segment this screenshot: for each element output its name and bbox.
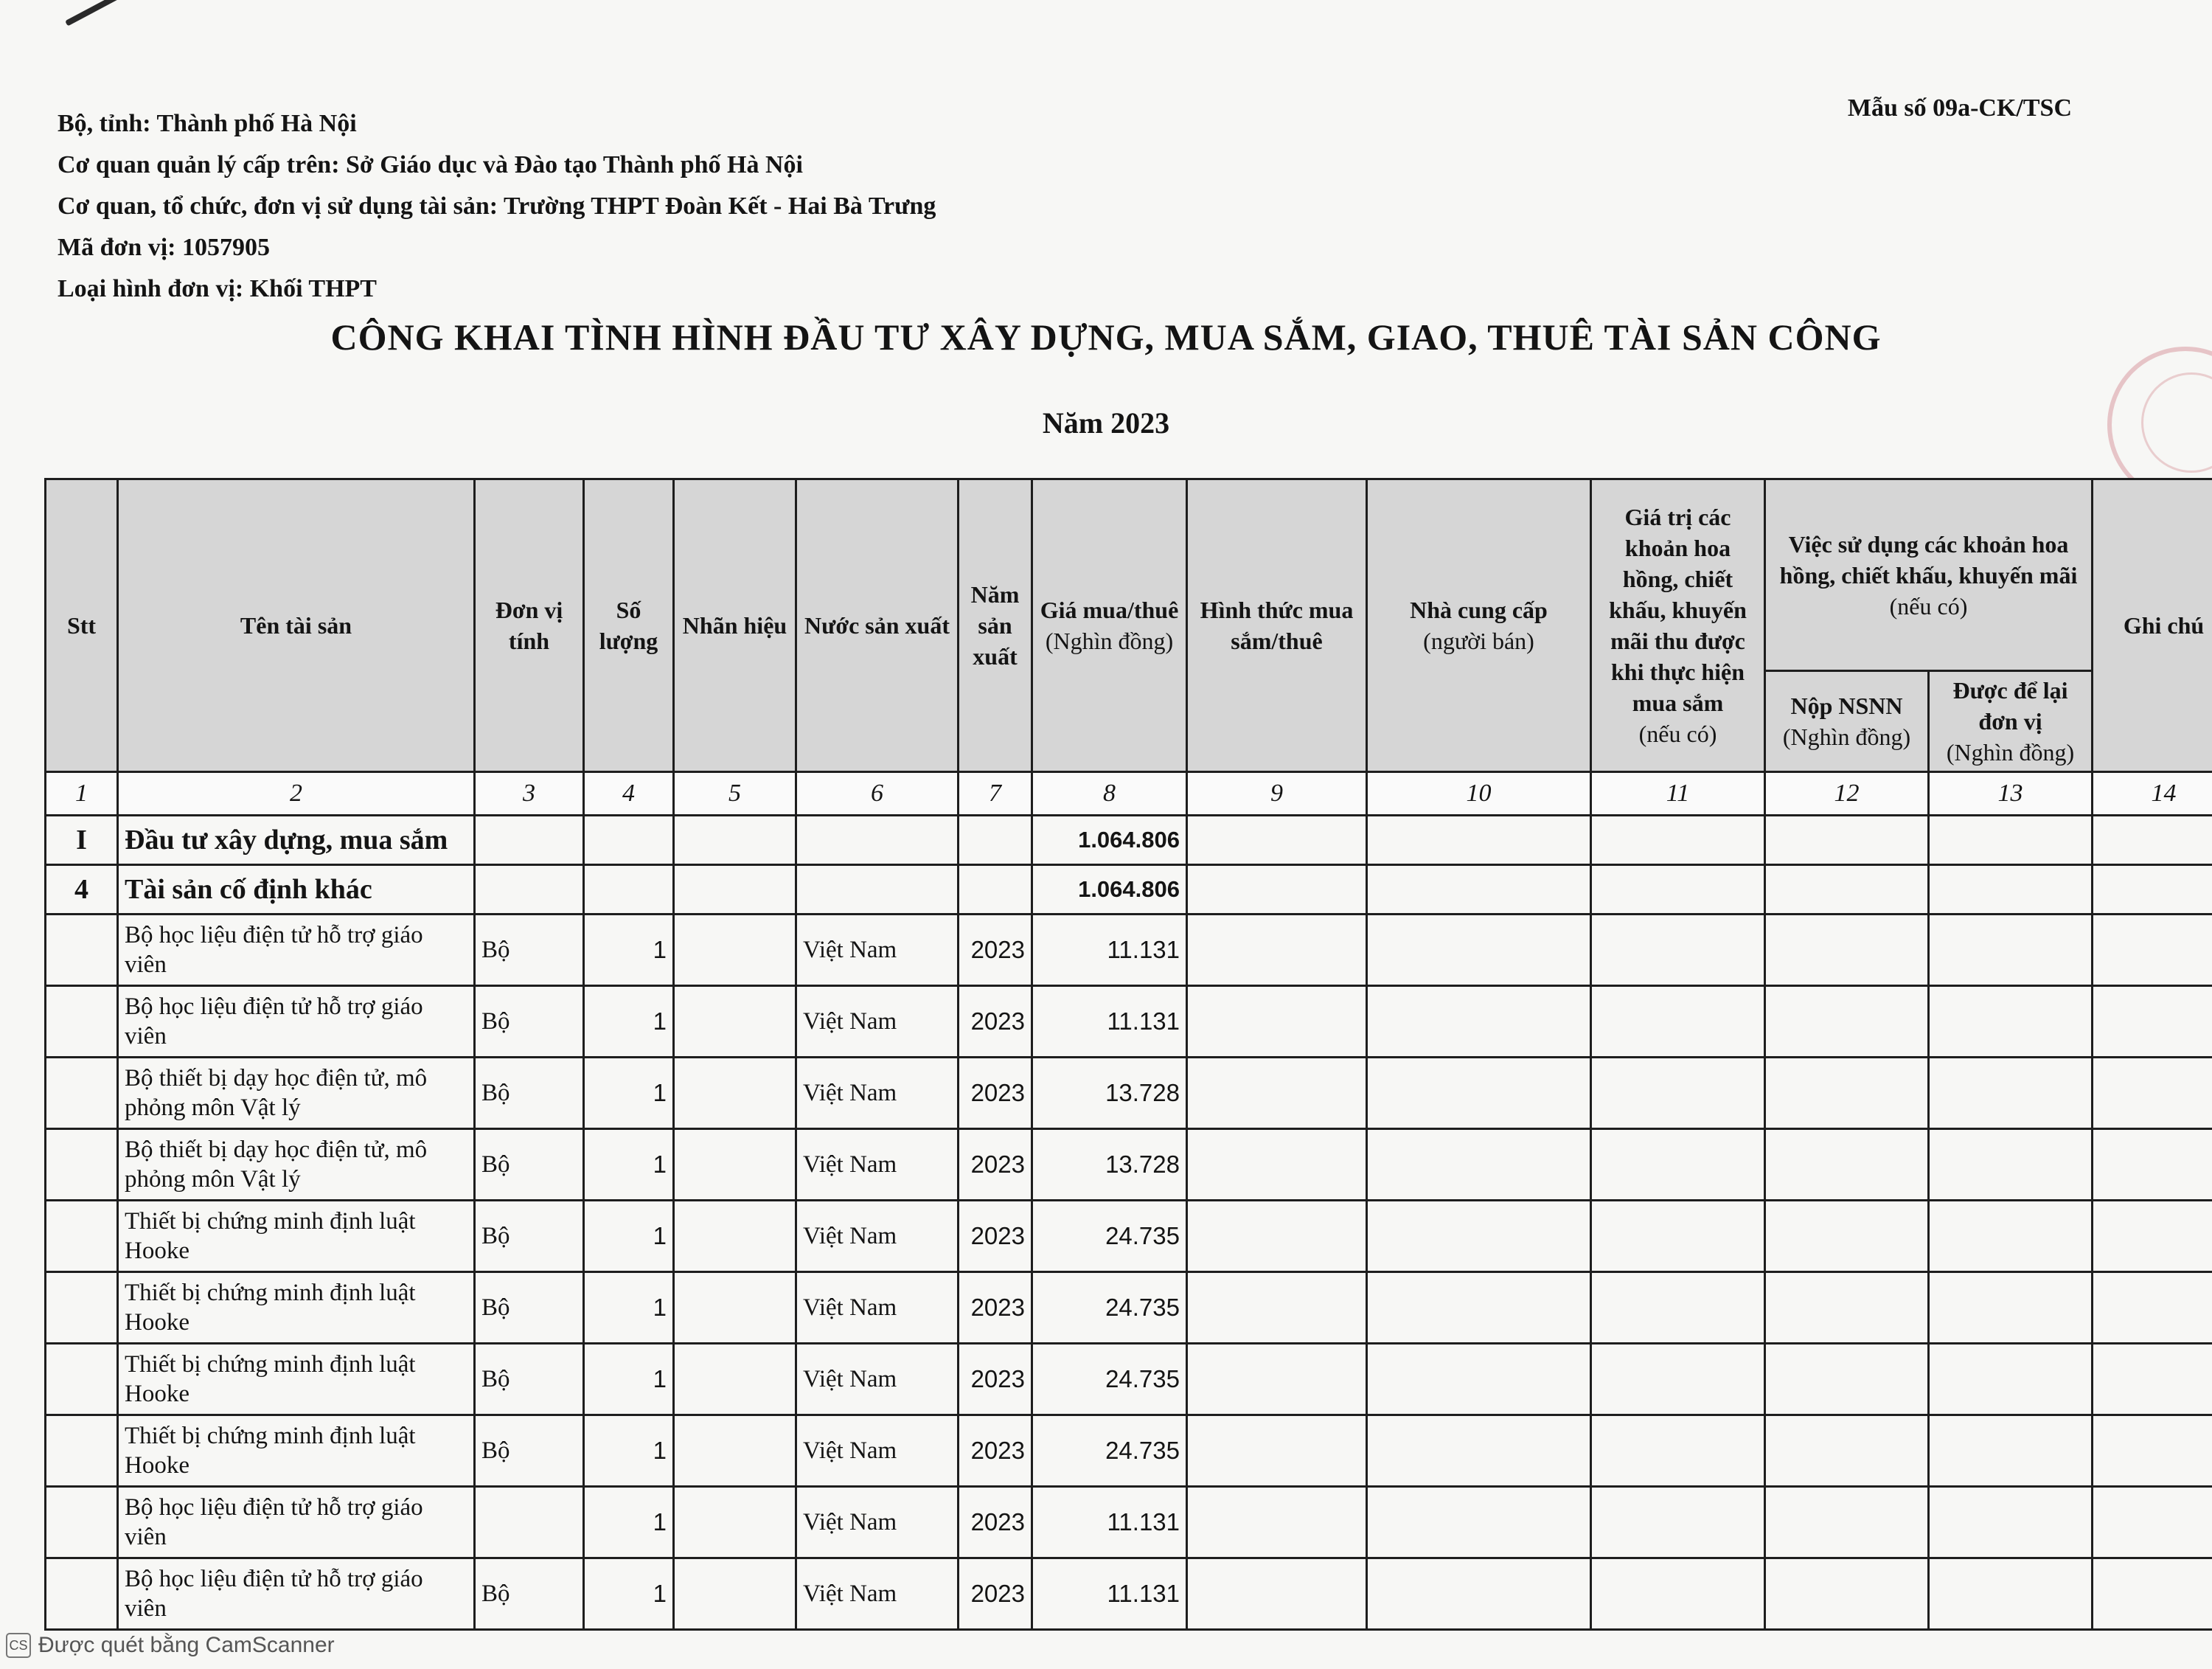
item-quantity: 1 <box>584 1344 674 1415</box>
item-unit: Bộ <box>475 1058 584 1129</box>
empty-cell <box>1765 1558 1929 1630</box>
item-year: 2023 <box>959 1344 1032 1415</box>
empty-cell <box>1591 915 1765 986</box>
table-row <box>46 986 2212 1058</box>
col-header-price <box>1032 479 1187 772</box>
col-header-retained-label: Được để lại đơn vị <box>1952 677 2068 735</box>
item-quantity: 1 <box>584 1058 674 1129</box>
item-brand <box>674 986 796 1058</box>
table-row <box>46 1201 2212 1272</box>
item-year: 2023 <box>959 1272 1032 1344</box>
column-number: 4 <box>584 772 674 816</box>
item-price: 11.131 <box>1032 986 1187 1058</box>
group-price: 1.064.806 <box>1032 865 1187 915</box>
empty-cell <box>2093 1487 2212 1558</box>
empty-cell <box>1187 1201 1367 1272</box>
column-number: 11 <box>1591 772 1765 816</box>
table-row <box>46 1558 2212 1630</box>
empty-cell <box>1929 865 2093 915</box>
empty-cell <box>1591 816 1765 865</box>
column-number: 13 <box>1929 772 2093 816</box>
empty-cell <box>1187 915 1367 986</box>
column-number: 9 <box>1187 772 1367 816</box>
item-price: 24.735 <box>1032 1344 1187 1415</box>
empty-cell <box>1367 1344 1591 1415</box>
item-price: 11.131 <box>1032 1558 1187 1630</box>
empty-cell <box>1591 1129 1765 1201</box>
item-unit: Bộ <box>475 1558 584 1630</box>
item-name: Thiết bị chứng minh định luật Hooke <box>118 1415 475 1487</box>
group-name: Đầu tư xây dựng, mua sắm <box>118 816 475 865</box>
item-quantity: 1 <box>584 1487 674 1558</box>
item-year: 2023 <box>959 1415 1032 1487</box>
empty-cell <box>1929 1129 2093 1201</box>
item-stt <box>46 1201 118 1272</box>
empty-cell <box>959 865 1032 915</box>
empty-cell <box>1367 816 1591 865</box>
empty-cell <box>674 816 796 865</box>
col-header-commission-note: (nếu có) <box>1638 721 1717 747</box>
col-header-usage-label: Việc sử dụng các khoản hoa hồng, chiết khấu, khuyến mãi <box>1779 530 2078 589</box>
empty-cell <box>1187 1415 1367 1487</box>
col-header-retained-unit: (Nghìn đồng) <box>1946 739 2075 766</box>
empty-cell <box>1929 1058 2093 1129</box>
item-name: Bộ thiết bị dạy học điện tử, mô phỏng môn Vật lý <box>118 1129 475 1201</box>
empty-cell <box>1929 1201 2093 1272</box>
empty-cell <box>2093 915 2212 986</box>
item-price: 13.728 <box>1032 1129 1187 1201</box>
item-country: Việt Nam <box>796 1558 959 1630</box>
empty-cell <box>1187 1272 1367 1344</box>
empty-cell <box>2093 1201 2212 1272</box>
item-country: Việt Nam <box>796 1058 959 1129</box>
empty-cell <box>1367 1272 1591 1344</box>
col-header-budget <box>1765 671 1929 772</box>
group-stt: I <box>46 816 118 865</box>
empty-cell <box>1765 1129 1929 1201</box>
document-year: Năm 2023 <box>1042 406 1170 440</box>
empty-cell <box>2093 816 2212 865</box>
item-brand <box>674 1558 796 1630</box>
item-quantity: 1 <box>584 1272 674 1344</box>
empty-cell <box>1929 1558 2093 1630</box>
empty-cell <box>1591 986 1765 1058</box>
empty-cell <box>1367 1558 1591 1630</box>
col-header-supplier <box>1367 479 1591 772</box>
empty-cell <box>2093 1415 2212 1487</box>
empty-cell <box>674 865 796 915</box>
empty-cell <box>1591 865 1765 915</box>
col-header-supplier-note: (người bán) <box>1423 628 1534 654</box>
camscanner-icon: CS <box>6 1633 31 1658</box>
item-brand <box>674 915 796 986</box>
empty-cell <box>1929 1415 2093 1487</box>
item-price: 13.728 <box>1032 1058 1187 1129</box>
item-quantity: 1 <box>584 1415 674 1487</box>
empty-cell <box>2093 1344 2212 1415</box>
form-number: Mẫu số 09a-CK/TSC <box>1847 94 2072 122</box>
empty-cell <box>1187 1058 1367 1129</box>
document-title: CÔNG KHAI TÌNH HÌNH ĐẦU TƯ XÂY DỰNG, MUA SẮM, GIAO, THUÊ TÀI SẢN CÔNG <box>330 316 1882 358</box>
col-header-price-unit: (Nghìn đồng) <box>1045 628 1174 654</box>
empty-cell <box>2093 1058 2212 1129</box>
item-country: Việt Nam <box>796 1129 959 1201</box>
empty-cell <box>1929 915 2093 986</box>
empty-cell <box>1187 816 1367 865</box>
col-header-budget-label: Nộp NSNN <box>1790 693 1903 719</box>
col-header-year: Năm sản xuất <box>959 479 1032 772</box>
table-row <box>46 1058 2212 1129</box>
item-year: 2023 <box>959 915 1032 986</box>
item-country: Việt Nam <box>796 1415 959 1487</box>
table-row <box>46 1272 2212 1344</box>
col-header-supplier-label: Nhà cung cấp <box>1410 597 1548 623</box>
col-header-usage-note: (nếu có) <box>1889 592 1968 620</box>
header-row <box>46 479 2212 671</box>
column-number: 5 <box>674 772 796 816</box>
empty-cell <box>1591 1558 1765 1630</box>
item-name: Bộ học liệu điện tử hỗ trợ giáo viên <box>118 1487 475 1558</box>
col-header-stt: Stt <box>46 479 118 772</box>
item-brand <box>674 1201 796 1272</box>
table-row <box>46 1487 2212 1558</box>
empty-cell <box>1765 1058 1929 1129</box>
item-country: Việt Nam <box>796 1201 959 1272</box>
col-header-usage <box>1765 479 2093 671</box>
empty-cell <box>1591 1415 1765 1487</box>
item-country: Việt Nam <box>796 1344 959 1415</box>
item-brand <box>674 1344 796 1415</box>
empty-cell <box>1187 986 1367 1058</box>
item-country: Việt Nam <box>796 1272 959 1344</box>
item-unit <box>475 1487 584 1558</box>
group-row <box>46 816 2212 865</box>
item-quantity: 1 <box>584 915 674 986</box>
empty-cell <box>1765 915 1929 986</box>
item-year: 2023 <box>959 1058 1032 1129</box>
group-price: 1.064.806 <box>1032 816 1187 865</box>
item-name: Thiết bị chứng minh định luật Hooke <box>118 1344 475 1415</box>
empty-cell <box>1591 1272 1765 1344</box>
item-name: Thiết bị chứng minh định luật Hooke <box>118 1201 475 1272</box>
item-brand <box>674 1129 796 1201</box>
col-header-remarks: Ghi chú <box>2093 479 2212 772</box>
item-unit: Bộ <box>475 986 584 1058</box>
item-unit: Bộ <box>475 1415 584 1487</box>
column-number: 6 <box>796 772 959 816</box>
empty-cell <box>959 816 1032 865</box>
empty-cell <box>2093 1129 2212 1201</box>
item-name: Bộ học liệu điện tử hỗ trợ giáo viên <box>118 1558 475 1630</box>
item-year: 2023 <box>959 1129 1032 1201</box>
header-ministry: Bộ, tỉnh: Thành phố Hà Nội <box>58 110 357 137</box>
item-country: Việt Nam <box>796 986 959 1058</box>
empty-cell <box>1929 1344 2093 1415</box>
pen-mark <box>65 0 133 27</box>
empty-cell <box>1765 986 1929 1058</box>
item-unit: Bộ <box>475 1344 584 1415</box>
col-header-quantity: Số lượng <box>584 479 674 772</box>
item-stt <box>46 1487 118 1558</box>
item-name: Bộ học liệu điện tử hỗ trợ giáo viên <box>118 986 475 1058</box>
item-stt <box>46 1058 118 1129</box>
item-price: 11.131 <box>1032 915 1187 986</box>
column-number: 14 <box>2093 772 2212 816</box>
column-number: 12 <box>1765 772 1929 816</box>
item-stt <box>46 1415 118 1487</box>
group-row <box>46 865 2212 915</box>
col-header-budget-unit: (Nghìn đồng) <box>1782 724 1911 750</box>
empty-cell <box>796 865 959 915</box>
item-price: 24.735 <box>1032 1272 1187 1344</box>
empty-cell <box>1591 1344 1765 1415</box>
empty-cell <box>1187 1558 1367 1630</box>
column-number: 2 <box>118 772 475 816</box>
empty-cell <box>1929 1272 2093 1344</box>
item-year: 2023 <box>959 986 1032 1058</box>
item-price: 24.735 <box>1032 1415 1187 1487</box>
empty-cell <box>1367 986 1591 1058</box>
col-header-method: Hình thức mua sắm/thuê <box>1187 479 1367 772</box>
header-unit-type: Loại hình đơn vị: Khối THPT <box>58 275 377 302</box>
empty-cell <box>1367 1415 1591 1487</box>
item-stt <box>46 1558 118 1630</box>
col-header-name: Tên tài sản <box>118 479 475 772</box>
col-header-commission <box>1591 479 1765 772</box>
item-stt <box>46 986 118 1058</box>
item-stt <box>46 1344 118 1415</box>
empty-cell <box>1591 1487 1765 1558</box>
empty-cell <box>1367 865 1591 915</box>
column-number: 1 <box>46 772 118 816</box>
document-header <box>58 103 936 310</box>
col-header-price-label: Giá mua/thuê <box>1040 597 1179 623</box>
empty-cell <box>1367 1201 1591 1272</box>
item-year: 2023 <box>959 1487 1032 1558</box>
table-row <box>46 1415 2212 1487</box>
column-number: 7 <box>959 772 1032 816</box>
col-header-unit: Đơn vị tính <box>475 479 584 772</box>
empty-cell <box>1367 1058 1591 1129</box>
empty-cell <box>1591 1201 1765 1272</box>
group-stt: 4 <box>46 865 118 915</box>
empty-cell <box>1765 1344 1929 1415</box>
item-year: 2023 <box>959 1201 1032 1272</box>
item-quantity: 1 <box>584 986 674 1058</box>
item-country: Việt Nam <box>796 915 959 986</box>
empty-cell <box>1765 1272 1929 1344</box>
empty-cell <box>796 816 959 865</box>
item-unit: Bộ <box>475 915 584 986</box>
item-quantity: 1 <box>584 1129 674 1201</box>
empty-cell <box>1765 1415 1929 1487</box>
empty-cell <box>1765 816 1929 865</box>
empty-cell <box>2093 865 2212 915</box>
item-name: Bộ học liệu điện tử hỗ trợ giáo viên <box>118 915 475 986</box>
empty-cell <box>1591 1058 1765 1129</box>
empty-cell <box>1765 865 1929 915</box>
header-unit-code: Mã đơn vị: 1057905 <box>58 234 271 261</box>
item-brand <box>674 1272 796 1344</box>
empty-cell <box>475 816 584 865</box>
item-quantity: 1 <box>584 1201 674 1272</box>
table-row <box>46 1344 2212 1415</box>
header-superior: Cơ quan quản lý cấp trên: Sở Giáo dục và Đào tạo Thành phố Hà Nội <box>58 151 803 178</box>
empty-cell <box>1187 1487 1367 1558</box>
empty-cell <box>2093 1558 2212 1630</box>
item-price: 11.131 <box>1032 1487 1187 1558</box>
item-stt <box>46 1129 118 1201</box>
col-header-brand: Nhãn hiệu <box>674 479 796 772</box>
scanner-watermark-text: Được quét bằng CamScanner <box>38 1633 335 1657</box>
column-number: 10 <box>1367 772 1591 816</box>
empty-cell <box>1765 1201 1929 1272</box>
empty-cell <box>1187 1344 1367 1415</box>
col-header-country: Nước sản xuất <box>796 479 959 772</box>
empty-cell <box>1187 865 1367 915</box>
table-row <box>46 915 2212 986</box>
asset-table <box>44 478 2212 1631</box>
empty-cell <box>2093 1272 2212 1344</box>
item-price: 24.735 <box>1032 1201 1187 1272</box>
empty-cell <box>1929 1487 2093 1558</box>
empty-cell <box>584 865 674 915</box>
item-stt <box>46 1272 118 1344</box>
item-stt <box>46 915 118 986</box>
item-name: Bộ thiết bị dạy học điện tử, mô phỏng môn Vật lý <box>118 1058 475 1129</box>
item-quantity: 1 <box>584 1558 674 1630</box>
item-brand <box>674 1058 796 1129</box>
empty-cell <box>1929 986 2093 1058</box>
empty-cell <box>2093 986 2212 1058</box>
empty-cell <box>1367 1129 1591 1201</box>
column-number: 3 <box>475 772 584 816</box>
table-row <box>46 1129 2212 1201</box>
group-name: Tài sản cố định khác <box>118 865 475 915</box>
item-brand <box>674 1415 796 1487</box>
item-name: Thiết bị chứng minh định luật Hooke <box>118 1272 475 1344</box>
item-unit: Bộ <box>475 1201 584 1272</box>
col-header-retained <box>1929 671 2093 772</box>
empty-cell <box>1765 1487 1929 1558</box>
column-number: 8 <box>1032 772 1187 816</box>
item-brand <box>674 1487 796 1558</box>
item-unit: Bộ <box>475 1272 584 1344</box>
col-header-commission-label: Giá trị các khoản hoa hồng, chiết khấu, khuyến mãi thu được khi thực hiện mua sắm <box>1609 504 1747 716</box>
empty-cell <box>1187 1129 1367 1201</box>
item-year: 2023 <box>959 1558 1032 1630</box>
empty-cell <box>475 865 584 915</box>
empty-cell <box>1929 816 2093 865</box>
column-number-row <box>46 772 2212 816</box>
header-unit: Cơ quan, tổ chức, đơn vị sử dụng tài sản: Trường THPT Đoàn Kết - Hai Bà Trưng <box>58 192 936 220</box>
item-country: Việt Nam <box>796 1487 959 1558</box>
empty-cell <box>584 816 674 865</box>
item-unit: Bộ <box>475 1129 584 1201</box>
empty-cell <box>1367 1487 1591 1558</box>
empty-cell <box>1367 915 1591 986</box>
scanner-watermark <box>6 1633 335 1658</box>
